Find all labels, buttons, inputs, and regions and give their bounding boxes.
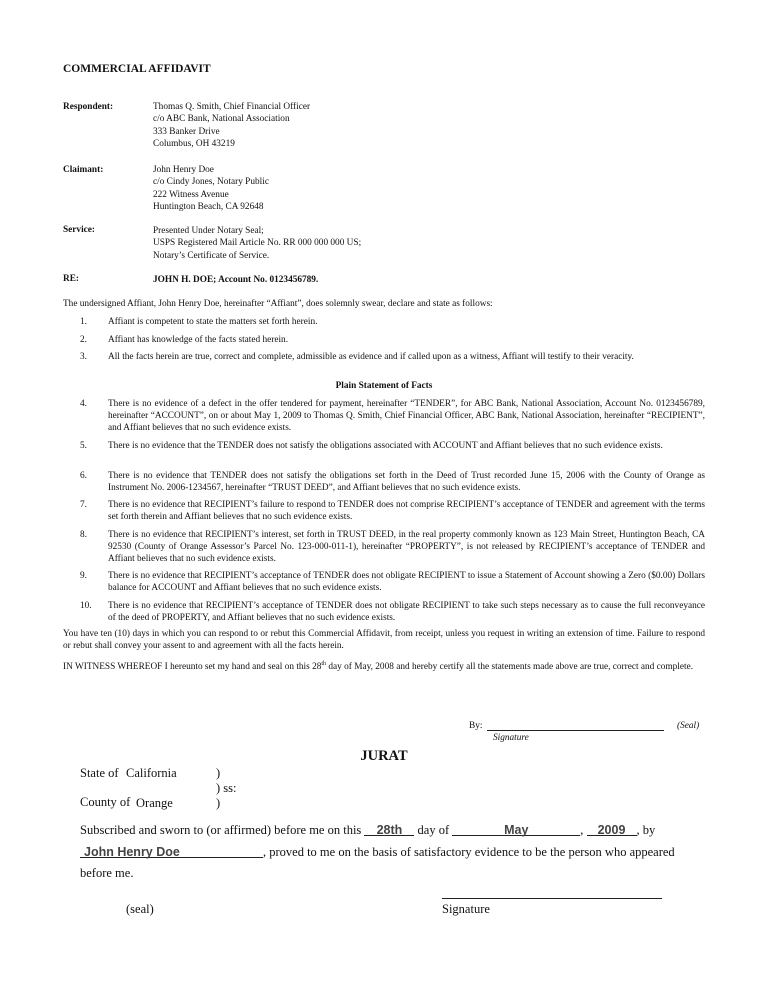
address-line: c/o ABC Bank, National Association xyxy=(153,114,290,125)
notary-signature-line[interactable] xyxy=(442,898,662,899)
item-text: There is no evidence that RECIPIENT’s interest, set forth in TRUST DEED, in the real property commonly known as 123 Main Street, Huntington Beach, CA 92530 (County of Orange Assessor’s Parcel No. 123-000-011-1), hereinafter “PROPERTY”, is not released by RECIPIENT’s acceptance of TENDER and Affiant believes that no such evidence exists. xyxy=(108,530,705,564)
document-title: COMMERCIAL AFFIDAVIT xyxy=(63,63,211,75)
address-line: Columbus, OH 43219 xyxy=(153,138,235,149)
state-label: State of xyxy=(80,766,119,780)
notary-signature-caption: Signature xyxy=(442,902,490,916)
jurat-heading: JURAT xyxy=(360,748,408,764)
bracket-line: ) xyxy=(216,766,221,780)
affiant-signature-line[interactable] xyxy=(487,730,664,731)
name-field[interactable] xyxy=(80,844,263,858)
name-line: John Henry Doe , proved to me on the basis of satisfactory evidence to be the person who appeared xyxy=(80,844,675,860)
intro-paragraph: The undersigned Affiant, John Henry Doe, hereinafter “Affiant”, does solemnly swear, declare and state as follows: xyxy=(63,299,493,309)
item-number: 7. xyxy=(80,500,87,510)
item-text: There is no evidence that RECIPIENT’s failure to respond to TENDER does not comprise RECIPIENT’s acceptance of TENDER and agreement with the terms set forth therein and Affiant believes that no such evidence exists. xyxy=(108,500,705,522)
bracket-line: ) ss: xyxy=(216,781,237,795)
seal-label: (Seal) xyxy=(677,721,700,731)
month-field[interactable] xyxy=(452,822,580,836)
item-number: 2. xyxy=(80,335,87,345)
service-line: Presented Under Notary Seal; xyxy=(153,226,264,236)
response-notice: You have ten (10) days in which you can respond to or rebut this Commercial Affidavit, from receipt, unless you request in writing an extension of time. Failure to respond or rebut shall convey your assent to and agreement with all the facts herein. xyxy=(63,629,705,651)
day-value: 28th xyxy=(376,823,403,837)
witness-statement: IN WITNESS WHEREOF I hereunto set my hand and seal on this 28th day of May, 2008 and hereby certify all the statements made above are true, correct and complete. xyxy=(63,661,694,673)
claimant-address xyxy=(153,164,269,213)
address-line: 222 Witness Avenue xyxy=(153,189,229,200)
item-number: 5. xyxy=(80,441,87,451)
address-line: John Henry Doe xyxy=(153,165,214,175)
item-number: 9. xyxy=(80,571,87,581)
item-text: There is no evidence that RECIPIENT’s acceptance of TENDER does not obligate RECIPIENT to issue a Statement of Account showing a Zero ($0.00) Dollars balance for ACCOUNT and Affiant believes that no such evidence exists. xyxy=(108,571,705,593)
item-number: 8. xyxy=(80,530,87,540)
item-number: 10. xyxy=(80,601,92,611)
service-line: Notary’s Certificate of Service. xyxy=(153,250,270,261)
before-me: before me. xyxy=(80,866,134,880)
service-line: USPS Registered Mail Article No. RR 000 000 000 US; xyxy=(153,238,362,249)
month-value: May xyxy=(504,823,529,837)
item-text: There is no evidence that the TENDER does not satisfy the obligations associated with ACCOUNT and Affiant believes that no such evidence exists. xyxy=(108,441,663,451)
re-text: JOHN H. DOE; Account No. 0123456789. xyxy=(153,275,319,285)
item-number: 6. xyxy=(80,471,87,481)
item-text: There is no evidence that RECIPIENT’s acceptance of TENDER does not obligate RECIPIENT to take such steps necessary as to cause the full reconveyance of the deed of PROPERTY, and Affiant believes that no such evidence exists. xyxy=(108,601,705,623)
bracket-line: ) xyxy=(216,796,221,810)
item-number: 1. xyxy=(80,317,87,327)
by-label: By: xyxy=(469,721,483,731)
item-text: There is no evidence of a defect in the offer tendered for payment, hereinafter “TENDER”, for ABC Bank, National Association, Account No. 0123456789, hereinafter “ACCOUNT”, on or about May 1, 2009 to Thomas Q. Smith, Chief Financial Officer, ABC Bank, National Association, hereinafter “RECIPIENT”, and Affiant believes that no such evidence exists. xyxy=(108,399,705,433)
county-label: County of xyxy=(80,795,131,809)
notary-seal-label: (seal) xyxy=(126,902,154,916)
item-text: There is no evidence that TENDER does not satisfy the obligations set forth in the Deed of Trust recorded June 15, 2006 with the County of Orange as Instrument No. 2006-1234567, hereinafter “TRUST DEED”, and Affiant believes that no such evidence exists. xyxy=(108,471,705,493)
state-value: California xyxy=(126,766,177,780)
respondent-label: Respondent: xyxy=(63,102,114,112)
item-text: Affiant has knowledge of the facts stated herein. xyxy=(108,335,289,345)
claimant-label: Claimant: xyxy=(63,165,104,175)
county-value: Orange xyxy=(136,796,173,810)
name-value: John Henry Doe xyxy=(84,845,180,859)
venue-bracket xyxy=(216,766,237,811)
re-label: RE: xyxy=(63,274,80,284)
item-text: All the facts herein are true, correct and complete, admissible as evidence and if called upon as a witness, Affiant will testify to their veracity. xyxy=(108,352,634,362)
item-number: 3. xyxy=(80,352,87,362)
item-number: 4. xyxy=(80,399,87,409)
signature-caption: Signature xyxy=(493,733,529,743)
address-line: Huntington Beach, CA 92648 xyxy=(153,201,264,212)
respondent-address xyxy=(153,101,310,150)
service-details xyxy=(153,225,361,262)
year-value: 2009 xyxy=(597,823,626,837)
address-line: Thomas Q. Smith, Chief Financial Officer xyxy=(153,102,311,112)
service-label: Service: xyxy=(63,225,96,235)
address-line: 333 Banker Drive xyxy=(153,126,220,137)
address-line: c/o Cindy Jones, Notary Public xyxy=(153,177,269,188)
facts-heading: Plain Statement of Facts xyxy=(335,381,433,391)
day-field[interactable] xyxy=(364,822,414,836)
item-text: Affiant is competent to state the matters set forth herein. xyxy=(108,317,318,327)
sworn-line: Subscribed and sworn to (or affirmed) before me on this 28th day of May , 2009 , by xyxy=(80,823,656,837)
year-field[interactable] xyxy=(587,822,637,836)
